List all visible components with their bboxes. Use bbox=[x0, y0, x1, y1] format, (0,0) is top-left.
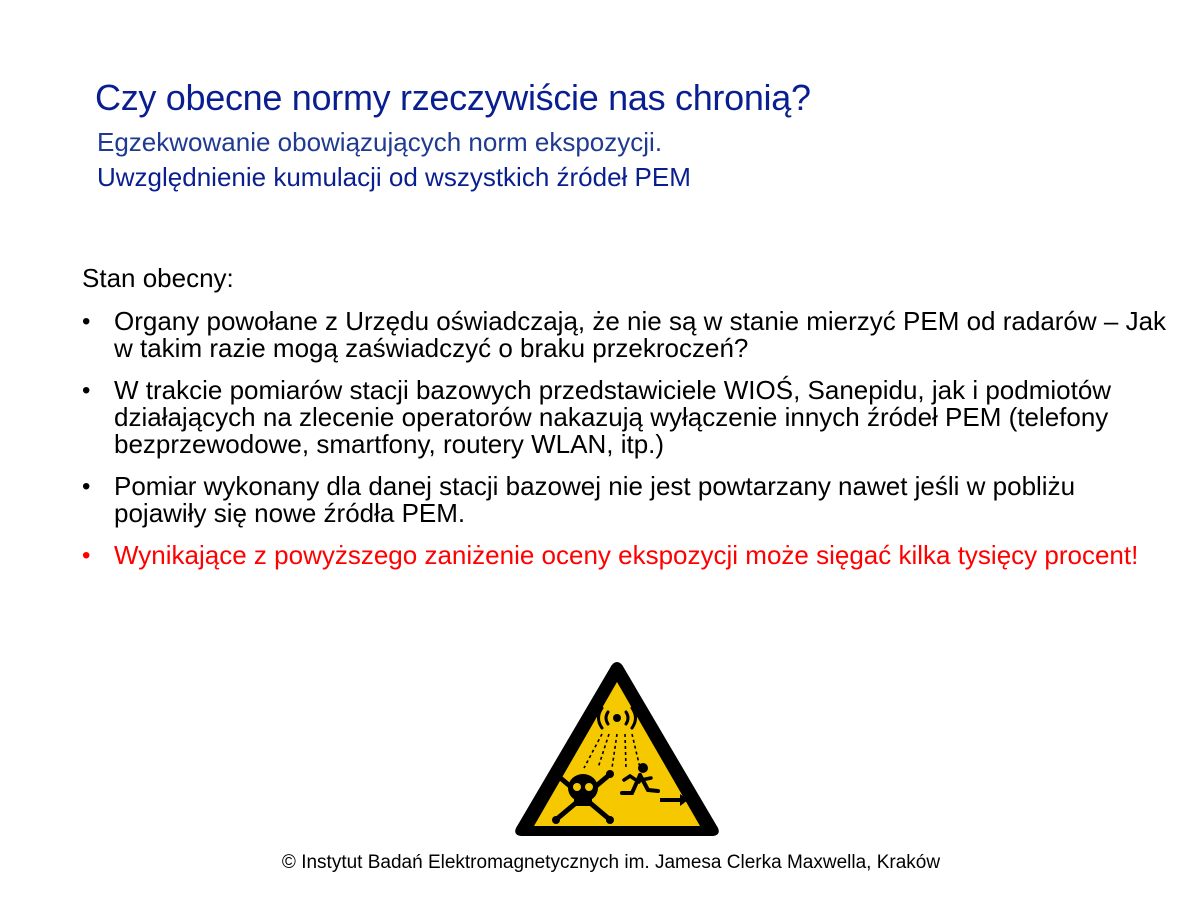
bullet-dot: • bbox=[82, 473, 91, 500]
bullet-dot: • bbox=[82, 308, 91, 335]
bullet-dot: • bbox=[82, 377, 91, 404]
section-label: Stan obecny: bbox=[82, 263, 234, 293]
radiation-warning-triangle-icon bbox=[512, 660, 722, 840]
bullet-text: Pomiar wykonany dla danej stacji bazowej nie jest powtarzany nawet jeśli w pobliżu pojawiły się nowe źródła PEM. bbox=[114, 471, 1076, 528]
footer-copyright: © Instytut Badań Elektromagnetycznych im. Jamesa Clerka Maxwella, Kraków bbox=[281, 852, 941, 873]
slide-subtitle-secondary: Uwzględnienie kumulacji od wszystkich źródeł PEM bbox=[97, 162, 691, 192]
bullet-item bbox=[82, 377, 1167, 458]
slide-subtitle: Egzekwowanie obowiązujących norm ekspozycji. bbox=[97, 127, 663, 157]
bullet-dot: • bbox=[82, 542, 91, 569]
sign-fill bbox=[534, 682, 700, 826]
bullet-text: Organy powołane z Urzędu oświadczają, że nie są w stanie mierzyć PEM od radarów – Jak w takim razie mogą zaświadczyć o braku przekroczeń? bbox=[114, 306, 1167, 363]
bullet-item bbox=[82, 308, 1167, 362]
bullet-text: W trakcie pomiarów stacji bazowych przedstawiciele WIOŚ, Sanepidu, jak i podmiotów działających na zlecenie operatorów nakazują wyłączenie innych źródeł PEM (telefony bezprzewodowe, smartfony, routery WLAN, itp.) bbox=[114, 375, 1112, 459]
bullet-item bbox=[82, 473, 1167, 527]
bullet-item-highlight bbox=[82, 542, 1167, 569]
bullet-text: Wynikające z powyższego zaniżenie oceny ekspozycji może sięgać kilka tysięcy procent! bbox=[114, 540, 1139, 570]
bullet-list bbox=[82, 308, 1167, 584]
slide-title: Czy obecne normy rzeczywiście nas chronią? bbox=[95, 77, 811, 118]
